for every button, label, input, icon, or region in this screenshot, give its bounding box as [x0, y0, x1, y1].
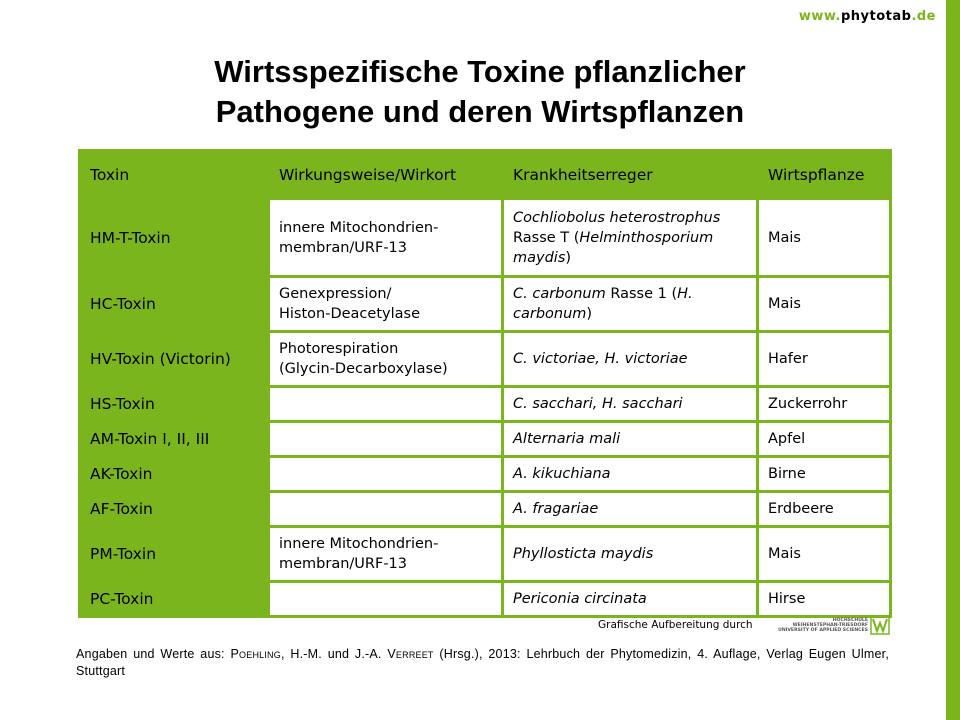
toxin-cell: AM-Toxin I, II, III	[80, 422, 269, 457]
pathogen-text: Rasse 1 (	[605, 286, 678, 302]
pathogen-cell	[503, 387, 758, 422]
mode-cell	[269, 527, 503, 582]
toxin-cell: PM-Toxin	[80, 527, 269, 582]
site-link[interactable]: www.phytotab.de	[798, 9, 936, 24]
table-row	[80, 492, 891, 527]
toxin-cell: HC-Toxin	[80, 277, 269, 332]
pathogen-text: C. victoriae, H. victoriae	[513, 351, 688, 367]
table-row	[80, 457, 891, 492]
pathogen-text: Helminthosporium maydis	[513, 229, 714, 266]
toxin-cell: AK-Toxin	[80, 457, 269, 492]
host-cell: Hirse	[758, 582, 891, 617]
table-row	[80, 387, 891, 422]
host-cell: Mais	[758, 277, 891, 332]
author-verreet: Verreet	[387, 647, 434, 661]
mode-line: Histon-Deacetylase	[279, 306, 420, 322]
mode-cell	[269, 582, 503, 617]
pathogen-text: A. fragariae	[513, 501, 599, 517]
mode-cell	[269, 457, 503, 492]
mode-cell	[269, 387, 503, 422]
host-cell: Birne	[758, 457, 891, 492]
host-cell: Hafer	[758, 332, 891, 387]
mode-line: (Glycin-Decarboxylase)	[279, 361, 448, 377]
pathogen-text: A. kikuchiana	[513, 466, 611, 482]
table-header-row	[80, 151, 891, 199]
mode-cell	[269, 199, 503, 277]
mode-line: membran/URF-13	[279, 556, 408, 572]
mode-line: Genexpression/	[279, 286, 392, 302]
logo-icon	[870, 615, 890, 635]
author-poehling: Poehling	[230, 647, 281, 661]
mode-line: Photorespiration	[279, 341, 399, 357]
table-row	[80, 277, 891, 332]
pathogen-text: Alternaria mali	[513, 431, 621, 447]
title-line-1: Wirtsspezifische Toxine pflanzlicher	[214, 54, 746, 89]
pathogen-cell	[503, 199, 758, 277]
toxin-cell: HV-Toxin (Victorin)	[80, 332, 269, 387]
pathogen-text: C. carbonum	[513, 286, 606, 302]
page-title	[0, 52, 960, 132]
header-toxin: Toxin	[80, 151, 269, 199]
host-cell: Mais	[758, 199, 891, 277]
host-cell: Mais	[758, 527, 891, 582]
pathogen-cell	[503, 277, 758, 332]
pathogen-text: Phyllosticta maydis	[513, 546, 654, 562]
host-cell: Zuckerrohr	[758, 387, 891, 422]
pathogen-text: Cochliobolus heterostrophus	[513, 209, 721, 226]
header-host: Wirtspflanze	[758, 151, 891, 199]
mode-cell	[269, 277, 503, 332]
host-cell: Apfel	[758, 422, 891, 457]
pathogen-cell	[503, 527, 758, 582]
pathogen-cell	[503, 422, 758, 457]
toxin-table	[78, 149, 892, 618]
table-row	[80, 527, 891, 582]
title-line-2: Pathogene und deren Wirtspflanzen	[215, 94, 745, 129]
site-name: phytotab	[840, 9, 912, 24]
pathogen-text: )	[565, 249, 572, 266]
toxin-cell: HM-T-Toxin	[80, 199, 269, 277]
toxin-cell: HS-Toxin	[80, 387, 269, 422]
table-row	[80, 582, 891, 617]
pathogen-cell	[503, 332, 758, 387]
header-mode: Wirkungsweise/Wirkort	[269, 151, 503, 199]
mode-line: innere Mitochondrien-	[279, 536, 439, 552]
pathogen-text: Periconia circinata	[513, 591, 647, 607]
pathogen-cell	[503, 492, 758, 527]
host-cell: Erdbeere	[758, 492, 891, 527]
table-row	[80, 422, 891, 457]
credit-text: Grafische Aufbereitung durch	[598, 619, 753, 631]
source-citation: Angaben und Werte aus: Poehling, H.-M. und J.-A. Verreet (Hrsg.), 2013: Lehrbuch der Phytomedizin, 4. Auflage, Verlag Eugen Ulmer, Stuttgart	[76, 647, 889, 678]
mode-line: membran/URF-13	[279, 239, 408, 256]
pathogen-text: )	[586, 306, 593, 322]
pathogen-cell	[503, 457, 758, 492]
mode-cell	[269, 422, 503, 457]
table-row	[80, 332, 891, 387]
toxin-cell: AF-Toxin	[80, 492, 269, 527]
pathogen-text: H. carbonum	[513, 286, 693, 322]
mode-cell	[269, 332, 503, 387]
mode-line: innere Mitochondrien-	[279, 219, 439, 236]
header-pathogen: Krankheitserreger	[503, 151, 758, 199]
mode-cell	[269, 492, 503, 527]
toxin-cell: PC-Toxin	[80, 582, 269, 617]
pathogen-text: Rasse T (	[513, 229, 580, 246]
pathogen-text: C. sacchari, H. sacchari	[513, 396, 683, 412]
university-logo: HOCHSCHULE WEIHENSTEPHAN-TRIESDORF UNIVERSITY OF APPLIED SCIENCES	[772, 614, 890, 636]
table-row	[80, 199, 891, 277]
pathogen-cell	[503, 582, 758, 617]
